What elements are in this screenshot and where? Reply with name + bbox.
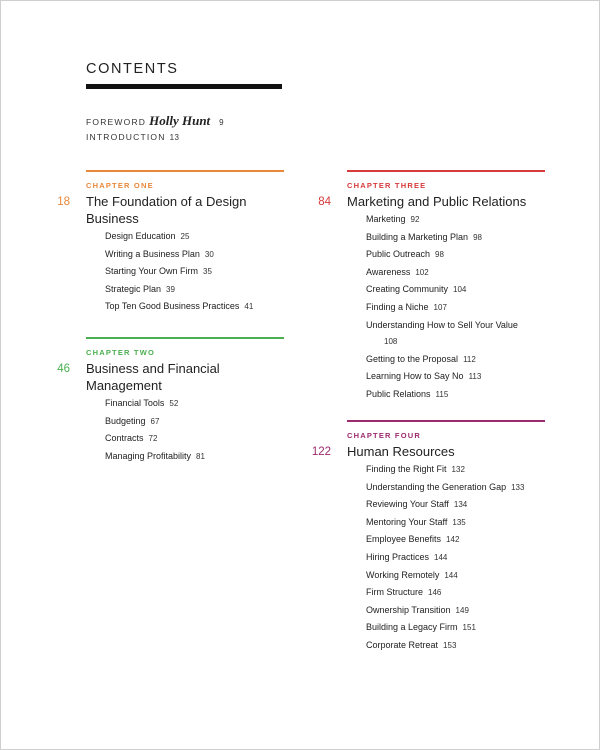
- chapter-label: CHAPTER TWO: [86, 348, 156, 357]
- section-title: Starting Your Own Firm: [105, 266, 199, 277]
- chapter-start-page: 84: [318, 196, 331, 208]
- section-title: Contracts: [105, 433, 144, 444]
- section-page: 134: [453, 500, 468, 510]
- section-title: Firm Structure: [366, 587, 424, 598]
- section-entry[interactable]: [105, 298, 305, 316]
- section-entry[interactable]: [366, 531, 566, 549]
- section-title: Public Relations: [366, 388, 431, 399]
- chapter-two: [57, 337, 284, 461]
- section-title: Reviewing Your Staff: [366, 499, 449, 510]
- section-title: Getting to the Proposal: [366, 353, 459, 364]
- chapter-title[interactable]: Human Resources: [347, 444, 455, 459]
- section-title: Understanding How to Sell Your Value: [366, 319, 518, 330]
- section-entry[interactable]: [366, 479, 566, 497]
- section-page: 81: [196, 451, 205, 461]
- section-title: Marketing: [366, 214, 406, 224]
- section-entry[interactable]: [366, 496, 566, 514]
- section-title: Managing Profitability: [105, 450, 192, 461]
- section-title: Ownership Transition: [366, 604, 451, 615]
- section-entry[interactable]: [366, 264, 566, 282]
- section-page: 113: [468, 372, 482, 382]
- section-page: 108: [384, 337, 398, 347]
- section-entry[interactable]: [366, 461, 566, 479]
- section-entry[interactable]: [366, 281, 566, 299]
- chapter-title[interactable]: The Foundation of a Design Business: [86, 194, 247, 226]
- section-page: 144: [444, 570, 458, 580]
- section-entry[interactable]: [105, 228, 305, 246]
- section-page: 41: [244, 302, 254, 312]
- chapter-rule: [86, 337, 284, 339]
- section-entry[interactable]: [366, 602, 566, 620]
- section-title: Financial Tools: [105, 398, 165, 408]
- section-page: 112: [463, 354, 476, 364]
- section-entry[interactable]: [366, 211, 566, 229]
- section-page: 107: [433, 302, 447, 312]
- section-page: 92: [410, 215, 420, 224]
- section-title: Budgeting: [105, 415, 146, 426]
- section-entry[interactable]: [105, 246, 305, 264]
- section-entry[interactable]: [105, 448, 305, 466]
- section-title: Employee Benefits: [366, 534, 442, 545]
- chapter-rule: [347, 170, 545, 172]
- section-entry[interactable]: [366, 351, 566, 369]
- section-page: 52: [169, 399, 179, 408]
- section-page: 115: [435, 389, 449, 399]
- chapter-three: [318, 170, 545, 399]
- chapter-start-page: 46: [57, 363, 70, 375]
- section-entry[interactable]: [105, 430, 305, 448]
- chapter-one: [57, 170, 284, 312]
- section-page: 135: [452, 517, 466, 527]
- section-page: 146: [428, 588, 442, 598]
- section-title: Hiring Practices: [366, 551, 430, 562]
- section-entry[interactable]: [105, 395, 305, 413]
- section-page: 102: [415, 267, 429, 277]
- section-page: 153: [443, 640, 457, 650]
- section-title: Top Ten Good Business Practices: [105, 301, 240, 312]
- introduction-entry[interactable]: [86, 132, 179, 142]
- section-title: Creating Community: [366, 284, 449, 295]
- page-title: CONTENTS: [86, 61, 179, 77]
- section-page: 132: [451, 465, 465, 474]
- section-entry[interactable]: [366, 619, 566, 637]
- section-page: 25: [180, 232, 190, 241]
- section-entry[interactable]: [366, 386, 566, 404]
- chapter-rule: [86, 170, 284, 172]
- section-title: Building a Legacy Firm: [366, 622, 458, 633]
- section-entry[interactable]: [366, 246, 566, 264]
- section-entry[interactable]: [105, 281, 305, 299]
- chapter-start-page: 18: [57, 196, 70, 208]
- section-entry[interactable]: [366, 567, 566, 585]
- introduction-label: INTRODUCTION: [86, 132, 166, 142]
- chapter-rule: [347, 420, 545, 422]
- chapter-label: CHAPTER THREE: [347, 181, 427, 190]
- section-title: Awareness: [366, 266, 411, 277]
- section-list: [366, 461, 566, 655]
- foreword-entry[interactable]: [86, 113, 224, 129]
- section-title: Finding the Right Fit: [366, 464, 447, 474]
- section-title: Learning How to Say No: [366, 371, 464, 382]
- section-entry[interactable]: [366, 549, 566, 567]
- section-page: 144: [434, 552, 448, 562]
- section-entry[interactable]: [366, 299, 566, 317]
- introduction-page: 13: [169, 133, 180, 142]
- title-rule: [86, 84, 282, 89]
- section-entry[interactable]: [366, 317, 556, 351]
- foreword-page: 9: [219, 118, 225, 127]
- section-title: Design Education: [105, 231, 176, 241]
- section-list: [105, 228, 305, 316]
- foreword-label: FOREWORD: [86, 117, 147, 127]
- section-page: 142: [446, 535, 460, 545]
- chapter-label: CHAPTER ONE: [86, 181, 154, 190]
- section-title: Understanding the Generation Gap: [366, 481, 507, 492]
- section-page: 98: [473, 232, 482, 242]
- chapter-four: [311, 420, 545, 650]
- chapter-title[interactable]: Business and Financial Management: [86, 361, 220, 393]
- section-page: 151: [462, 623, 476, 633]
- section-list: [105, 395, 305, 465]
- chapter-start-page: 122: [311, 446, 331, 458]
- section-title: Mentoring Your Staff: [366, 516, 448, 527]
- foreword-author: Holly Hunt: [149, 113, 211, 128]
- section-page: 39: [166, 284, 175, 294]
- section-entry[interactable]: [366, 584, 566, 602]
- section-title: Strategic Plan: [105, 283, 162, 294]
- chapter-title[interactable]: Marketing and Public Relations: [347, 194, 527, 209]
- section-page: 104: [453, 285, 467, 295]
- section-entry[interactable]: [105, 413, 305, 431]
- section-title: Writing a Business Plan: [105, 248, 200, 259]
- chapter-label: CHAPTER FOUR: [347, 431, 421, 440]
- section-page: 35: [203, 267, 212, 277]
- section-title: Working Remotely: [366, 569, 440, 580]
- section-entry[interactable]: [366, 637, 566, 655]
- section-page: 98: [435, 250, 444, 260]
- section-page: 67: [150, 416, 160, 426]
- section-page: 30: [204, 249, 214, 259]
- section-page: 72: [148, 434, 158, 444]
- section-page: 149: [455, 605, 469, 615]
- section-title: Finding a Niche: [366, 301, 429, 312]
- section-title: Building a Marketing Plan: [366, 231, 469, 242]
- section-entry[interactable]: [366, 514, 566, 532]
- section-title: Public Outreach: [366, 249, 431, 260]
- section-list: [366, 211, 566, 404]
- section-entry[interactable]: [105, 263, 305, 281]
- section-page: 133: [511, 482, 525, 492]
- section-entry[interactable]: [366, 368, 566, 386]
- section-entry[interactable]: [366, 229, 566, 247]
- section-title: Corporate Retreat: [366, 639, 439, 650]
